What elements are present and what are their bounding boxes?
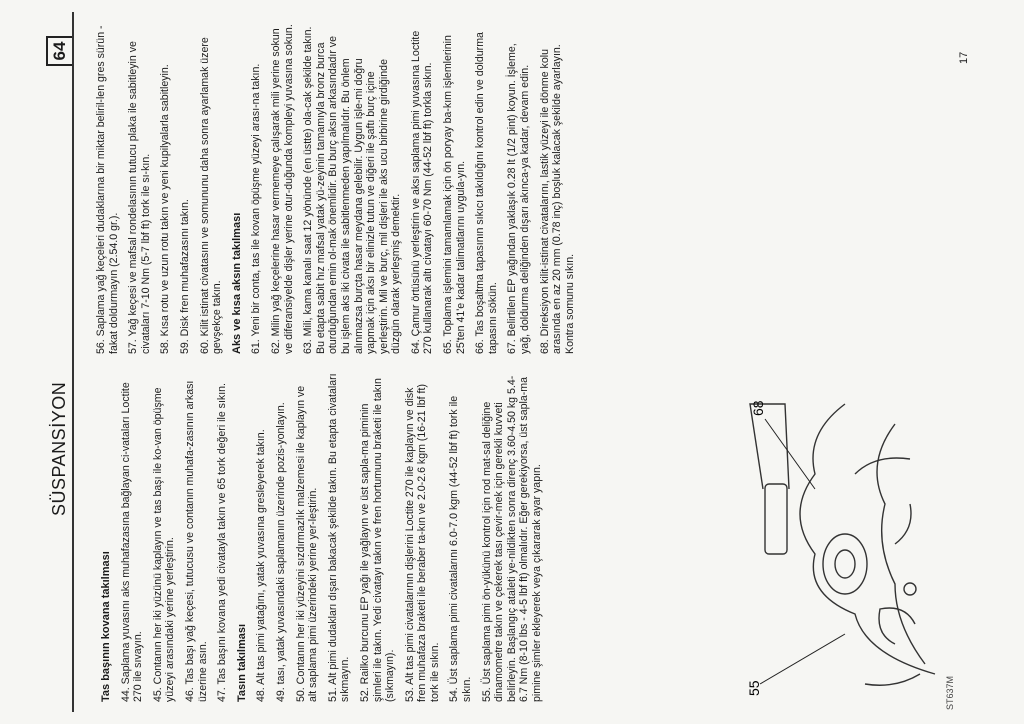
figure-outline xyxy=(877,424,925,664)
instruction-paragraph: 49. tası, yatak yuvasındaki saplamanın üzerinde pozis-yonlayın. xyxy=(274,402,287,702)
instruction-paragraph: 57. Yağ keçesi ve mafsal rondelasının tutucu plaka ile sabitleyin ve civataları 7-10 Nm (5-7 lbf ft) tork ile sı-kın. xyxy=(127,41,152,354)
instruction-paragraph: 56. Saplama yağ keçeleri dudaklarına bir miktar beliril-len gres sürün - fakat doldurmayın (2.54.0 gr.). xyxy=(95,25,120,354)
instruction-paragraph: 47. Tas başını kovana yedi civatayla takın ve 65 tork değeri ile sıkın. xyxy=(216,383,229,702)
page-title: SÜSPANSİYON xyxy=(49,381,69,516)
figure-outline xyxy=(765,484,787,554)
instruction-paragraph: 67. Belirtilen EP yağından yaklaşık 0.28 lt (1/2 pint) koyun. İşleme, yağ, doldurma deliğinden dışarı akınca-ya kadar, devam edin. xyxy=(506,43,532,354)
instruction-paragraph: 63. Mili, kama kanalı saat 12 yönünde (en üstte) ola-cak şekilde takın. Bu etapta sabit hız mafsal yatak yü-zeyinin tamamıyla bronz burca oturduğundan emin ol-mak önemlidir. Bu burç aksın arkasındadır ve bu işlem aks iki civata ile sabitlenmeden yapılmalıdır. Bu önlem alınmazsa burçta hasar meydana gelebilir. Uygun işle-mi doğru yapmak için aksı bir elinizle tutun ve diğeri ile şaftı burç içine yerleştirin. Mil ve burç, mil dişleri ile aks ucu birbirine girdiğinde düzgün olarak yerleşmiş demektir. xyxy=(302,26,403,354)
callout-68-line xyxy=(765,419,815,489)
section-heading: Tasın takılması xyxy=(235,623,248,702)
header-rule xyxy=(72,12,74,712)
figure-outline xyxy=(895,504,911,544)
instruction-paragraph: 45. Contanın her iki yüzünü kaplayın ve tas başı ile ko-van öpüşme yüzeyi arasındaki yerine yerleştirin. xyxy=(151,387,177,702)
instruction-paragraph: 60. Kilit istinat civatasını ve somununu daha sonra ayarlamak üzere gevşekçe takın. xyxy=(198,37,224,354)
instruction-paragraph: 65. Toplama işlemini tamamlamak için ön poryay ba-kım işlemlerinin 25'ten 41'e kadar talimatlarını uygula-yın. xyxy=(442,35,467,354)
instruction-paragraph: 68. Direksiyon kilit-istinat civatalarını, lastik yüzeyi ile dönme kolu arasında en az 20 mm (0.78 inç) boşluk kalacak şekilde ayarlayın. Kontra somunu sıkın. xyxy=(538,44,576,354)
instruction-paragraph: 46. Tas başı yağ keçesi, tutucusu ve contanın muhafa-zasının arkası üzerine asın. xyxy=(183,380,209,702)
instruction-paragraph: 61. Yeni bir conta, tas ile kovan öpüşme yüzeyi arası-na takın. xyxy=(250,63,263,354)
figure-code: ST637M xyxy=(945,675,955,710)
instruction-paragraph: 62. Milin yağ keçelerine hasar vermemeye çalışarak mili yerine sokun ve diferansiyelde dişler yerine otur-duğunda kompleyi yuvasına sokun. xyxy=(269,24,295,354)
instruction-paragraph: 64. Çamur örtüsünü yerleştirin ve aksı saplama pimi yuvasına Loctite 270 kullanarak altı civatayı 60-70 Nm (44-52 lbf ft) torkla sıkın. xyxy=(409,30,435,354)
section-number-box: 64 xyxy=(46,36,74,66)
instruction-paragraph: 55. Üst saplama pimi ön-yükünü kontrol için rod mat-sal deliğine dinamometre takın ve çekerek tası çevir-mek için gerekli kuvveti belirleyin. Başlangıç ataleti ye-nildikten sonra direnç 3.60-4.50 kg 5.4-6.7 Nm (8-10 lbs - 4-5 lbf ft) olmalıdır. Eğer gerekiyorsa, üst sapla-ma pimine şimler ekleyerek veya çıkararak ayar yapın. xyxy=(480,375,544,702)
instruction-paragraph: 52. Railko burcunu EP yağı ile yağlayın ve üst sapla-ma piminin şimleri ile takın. Yedi civatayı takın ve fren hortumunu braketi ile takın (sıkmayın). xyxy=(358,378,397,702)
instruction-paragraph: 48. Alt tas pimi yatağını, yatak yuvasına gresleyerek takın. xyxy=(255,429,268,702)
instruction-paragraph: 66. Tas boşaltma tapasının sıkıcı takıldığını kontrol edin ve doldurma tapasını sökün. xyxy=(474,32,499,354)
instruction-paragraph: 50. Contanın her iki yüzeyini sızdırmazlık malzemesi ile kaplayın ve alt saplama pimi üzerindeki yerine yer-leştirin. xyxy=(294,385,320,702)
figure-outline xyxy=(835,550,855,578)
instruction-paragraph: 53. Alt tas pimi civatalarının dişlerini Loctite 270 ile kaplayın ve disk fren muhafaza braketi ile beraber ta-kın ve 2.0-2.6 kgm (16-21 lbf ft) tork ile sıkın. xyxy=(403,384,441,702)
figure-outline xyxy=(750,404,789,489)
suspension-figure xyxy=(745,384,945,704)
figure-outline xyxy=(855,458,910,474)
left-column xyxy=(95,372,551,702)
right-column xyxy=(95,22,583,354)
callout-55: 55 xyxy=(746,680,762,696)
page-number: 17 xyxy=(958,51,970,64)
instruction-paragraph: 59. Disk fren muhafazasını takın. xyxy=(178,199,191,354)
figure-outline xyxy=(865,674,920,685)
figure-outline xyxy=(823,534,867,594)
instruction-paragraph: 51. Alt pimi dudakları dışarı bakacak şekilde takın. Bu etapta civataları sıkmayın. xyxy=(326,373,352,702)
figure-outline xyxy=(904,583,916,595)
callout-68: 68 xyxy=(750,400,766,416)
instruction-paragraph: 44. Saplama yuvasını aks muhafazasına bağlayan ci-vataları Loctite 270 ile sıvayın. xyxy=(119,382,145,702)
instruction-paragraph: 54. Üst saplama pimi civatalarını 6.0-7.0 kgm (44-52 lbf ft) tork ile sıkın. xyxy=(448,395,474,702)
instruction-paragraph: 58. Kısa rotu ve uzun rotu takın ve yeni kupilyalarla sabitleyin. xyxy=(159,64,172,354)
section-heading: Tas başının kovana takılması xyxy=(100,551,112,702)
figure-outline xyxy=(800,404,935,674)
callout-55-line xyxy=(760,634,845,684)
section-heading: Aks ve kısa aksın takılması xyxy=(230,212,243,354)
